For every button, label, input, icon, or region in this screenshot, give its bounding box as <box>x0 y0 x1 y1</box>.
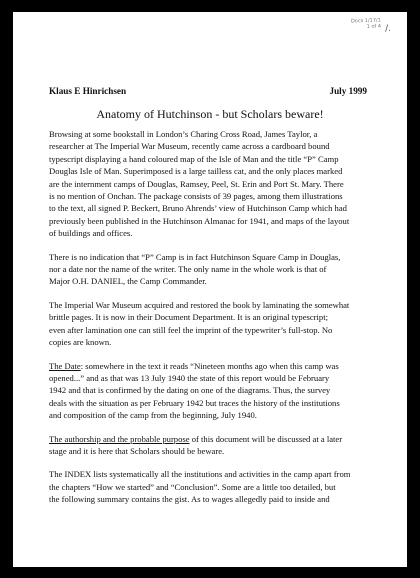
text-line: to the text, all signed P. Beckert, Bruno Ahrends’ view of Hutchinson Camp which had <box>49 203 347 214</box>
paragraph-index <box>49 468 379 505</box>
text-line: There is no indication that “P” Camp is in fact Hutchinson Square Camp in Douglas, <box>49 251 341 262</box>
text-line <box>49 360 379 372</box>
text-line: the chapters “How we started” and “Conclusion”. Some are a little too detailed, but <box>49 481 336 492</box>
text-line: Major O.H. DANIEL, the Camp Commander. <box>49 276 207 287</box>
text-line: Douglas Isle of Man. Superimposed is a large tailless cat, and the only places marked <box>49 166 343 177</box>
text-line: and composition of the camp from the beginning, July 1940. <box>49 410 257 421</box>
document-body <box>49 128 379 517</box>
text-line: stage and it is here that Scholars should be beware. <box>49 445 225 456</box>
text-run: : somewhere in the text it reads “Nineteen months ago when this camp was <box>80 360 339 371</box>
section-heading-the-date: The Date <box>49 360 81 371</box>
author-name: Klaus E Hinrichsen <box>49 86 127 96</box>
text-line: are the internment camps of Douglas, Ramsey, Peel, St. Erin and Port St. Mary. There <box>49 178 344 189</box>
document-title: Anatomy of Hutchinson - but Scholars beware! <box>96 107 324 121</box>
text-run: of this document will be discussed at a later <box>189 433 343 444</box>
text-line: nor a date nor the name of the writer. The only name in the whole work is that of <box>49 264 327 275</box>
archive-reference-note <box>351 17 381 30</box>
section-heading-authorship: The authorship and the probable purpose <box>49 433 190 444</box>
text-line: copies are known. <box>49 337 112 348</box>
archive-reference-line-1: Docs 1/17/1 <box>350 17 381 25</box>
paragraph-browsing <box>49 128 379 240</box>
text-line: of buildings and offices. <box>49 228 133 239</box>
text-line: is no mention of Onchan. The package consists of 39 pages, among them illustrations <box>49 191 343 202</box>
text-line: typescript displaying a hand coloured map of the Isle of Man and the title “P” Camp <box>49 153 339 164</box>
paragraph-authorship <box>49 433 379 458</box>
text-line: opened...” and as that was 13 July 1940 the state of this report would be February <box>49 372 330 383</box>
handwritten-mark: /. <box>385 24 391 34</box>
text-line: researcher at The Imperial War Museum, recently came across a cardboard bound <box>49 141 330 152</box>
text-line: the following summary contains the gist. As to wages allegedly paid to inside and <box>49 494 330 505</box>
paragraph-no-indication <box>49 251 379 288</box>
text-line: Browsing at some bookstall in London’s Charing Cross Road, James Taylor, a <box>49 129 318 139</box>
text-line: brittle pages. It is now in their Document Department. It is an original typescript; <box>49 312 328 323</box>
text-line: The Imperial War Museum acquired and restored the book by laminating the somewhat <box>49 299 350 310</box>
document-page <box>13 12 407 567</box>
text-line: The INDEX lists systematically all the institutions and activities in the camp apart from <box>49 469 351 480</box>
letter-header <box>49 86 367 96</box>
document-date: July 1999 <box>329 86 367 96</box>
archive-reference-line-2: 1 of 4 <box>366 23 382 30</box>
text-line: 1942 and that is confirmed by the dating on one of the diagrams. Thus, the survey <box>49 385 331 396</box>
paragraph-the-date <box>49 360 379 422</box>
text-line: even after lamination one can still feel the imprint of the typewriter’s full-stop. No <box>49 324 333 335</box>
text-line: deals with the situation as per February 1942 but traces the history of the institutions <box>49 397 340 408</box>
text-line <box>49 433 379 445</box>
paragraph-museum <box>49 299 379 349</box>
text-line: previously been published in the Hutchinson Almanac for 1941, and maps of the layout <box>49 215 350 226</box>
